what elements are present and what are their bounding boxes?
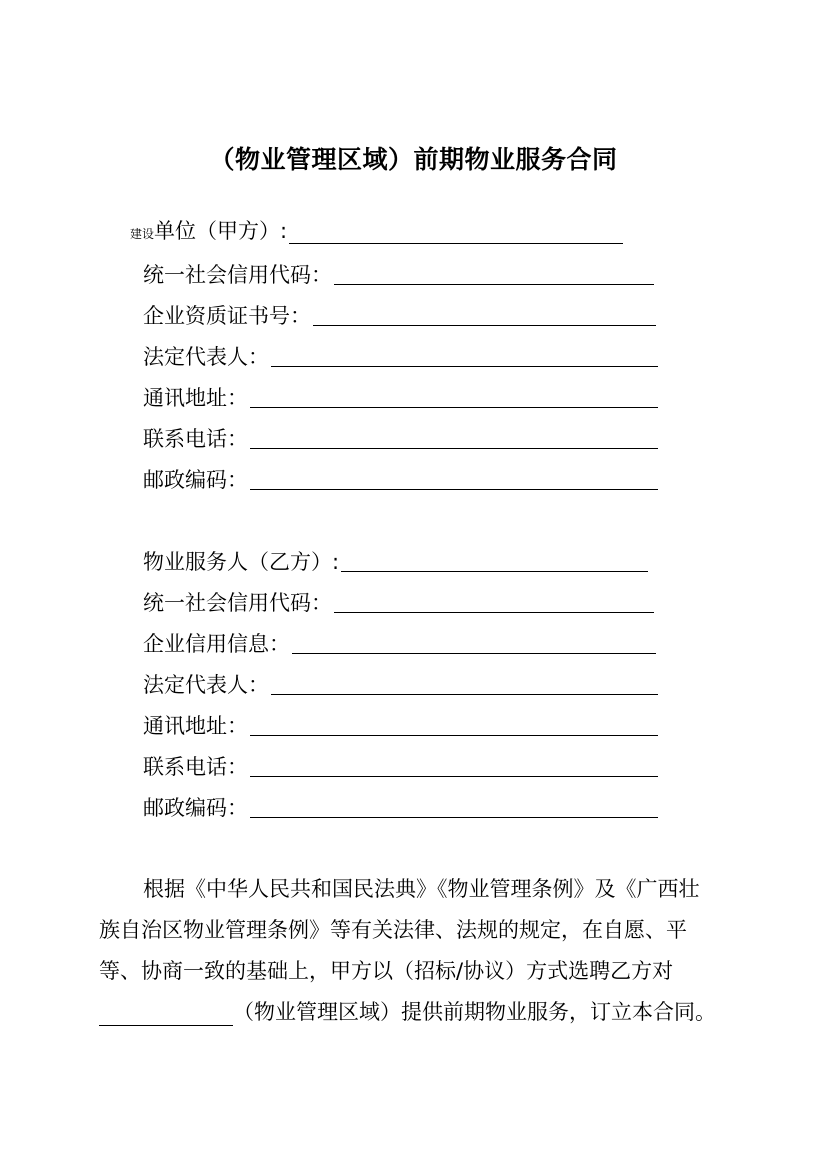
party-a-postcode-label: 邮政编码： [143,468,248,492]
party-a-credit-code-field [143,258,654,288]
preamble-line-4-text: （物业管理区域）提供前期物业服务，订立本合同。 [233,1000,716,1024]
party-b-credit-info-label: 企业信用信息： [143,632,290,656]
party-b-credit-code-blank[interactable] [334,611,654,613]
document-title: （物业管理区域）前期物业服务合同 [209,145,618,174]
preamble-line-2: 族自治区物业管理条例》等有关法律、法规的规定，在自愿、平 [99,918,687,942]
party-b-credit-code-label: 统一社会信用代码： [143,591,332,615]
party-b-postcode-label: 邮政编码： [143,796,248,820]
party-a-postcode-blank[interactable] [250,488,658,490]
preamble-line-1-text: 根据《中华人民共和国民法典》《物业管理条例》及《广西壮 [143,877,700,901]
party-a-phone-blank[interactable] [250,447,658,449]
party-b-postcode-blank[interactable] [250,816,658,818]
party-b-legal-rep-field [143,668,658,698]
party-b-credit-code-field [143,586,654,616]
party-a-legal-rep-field [143,340,658,370]
party-a-address-field [143,381,658,411]
property-area-blank[interactable] [99,1003,233,1026]
contract-preamble-paragraph [99,869,739,1033]
party-b-heading-field [143,545,648,575]
party-b-legal-rep-label: 法定代表人： [143,673,269,697]
party-b-credit-info-blank[interactable] [292,652,656,654]
party-a-address-blank[interactable] [250,406,658,408]
party-a-heading-field [130,217,623,247]
party-b-postcode-field [143,791,658,821]
party-a-legal-rep-blank[interactable] [271,365,658,367]
party-b-address-field [143,709,658,739]
party-a-legal-rep-label: 法定代表人： [143,345,269,369]
party-a-phone-label: 联系电话： [143,427,248,451]
party-b-address-blank[interactable] [250,734,658,736]
party-a-name-blank[interactable] [289,242,623,244]
preamble-line-4 [99,992,739,1033]
party-a-qualification-blank[interactable] [313,324,656,326]
party-a-credit-code-blank[interactable] [334,283,654,285]
party-b-phone-field [143,750,658,780]
party-a-heading-prefix: 建设 [130,227,155,241]
party-b-credit-info-field [143,627,656,657]
party-a-phone-field [143,422,658,452]
party-b-legal-rep-blank[interactable] [271,693,658,695]
party-a-credit-code-label: 统一社会信用代码： [143,263,332,287]
party-b-phone-label: 联系电话： [143,755,248,779]
party-b-address-label: 通讯地址： [143,714,248,738]
party-a-qualification-label: 企业资质证书号： [143,304,311,328]
party-a-heading-main: 单位（甲方）: [154,219,288,243]
party-b-phone-blank[interactable] [250,775,658,777]
party-a-address-label: 通讯地址： [143,386,248,410]
party-a-postcode-field [143,463,658,493]
preamble-line-1 [99,869,739,910]
party-a-heading-label [130,218,287,247]
party-a-qualification-field [143,299,656,329]
party-b-heading-label: 物业服务人（乙方）: [143,550,340,574]
party-b-name-blank[interactable] [341,570,648,572]
preamble-line-3: 等、协商一致的基础上，甲方以（招标/协议）方式选聘乙方对 [99,959,674,983]
